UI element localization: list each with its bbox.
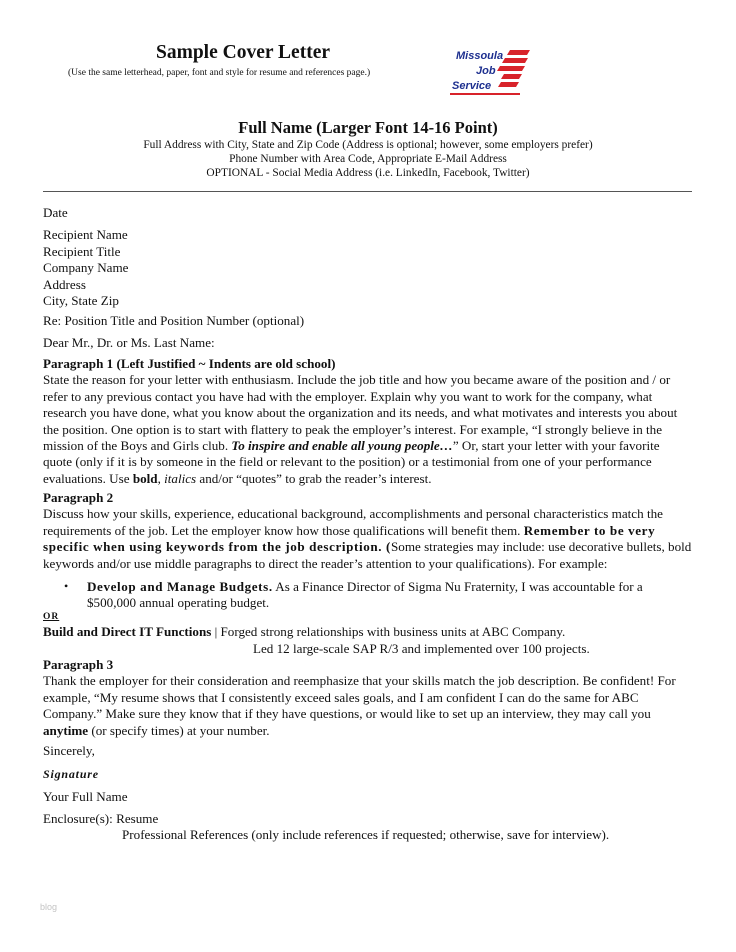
logo-text-line-3: Service (452, 80, 492, 92)
text-run: (or specify times) at your number. (88, 722, 270, 738)
paragraph-1-line: the position. One option is to start with flattery to peak the employer’s interest. For example, “I strongly believe in the (43, 421, 663, 437)
text-run: ” Or, start your letter with your favorite (452, 438, 660, 454)
alt-example-line-1 (43, 624, 565, 641)
paragraph-2-line: Discuss how your skills, experience, educational background, accomplishments and personal characteristics match the (43, 506, 663, 522)
signature: Signature (43, 767, 99, 781)
text-run: mission of the Boys and Girls club. (43, 438, 232, 454)
recipient-city-state-zip: City, State Zip (43, 293, 119, 308)
text-run: and/or “quotes” to grab the reader’s interest. (196, 470, 432, 486)
bullet-item (87, 579, 643, 612)
bullet-line: $500,000 annual operating budget. (87, 595, 270, 611)
full-name-heading: Full Name (Larger Font 14-16 Point) (238, 118, 498, 137)
salutation: Dear Mr., Dr. or Ms. Last Name: (43, 335, 215, 350)
paragraph-2-line (43, 539, 693, 555)
watermark: blog (40, 902, 58, 912)
enclosures: Enclosure(s): Resume (43, 811, 159, 826)
alt-bold-lead: Build and Direct IT Functions (43, 624, 212, 639)
text-run: | Forged strong relationships with business units at ABC Company. (211, 624, 566, 639)
paragraph-1-line: State the reason for your letter with enthusiasm. Include the job title and how you became aware of the position and / or (43, 372, 671, 388)
logo-text-line-1: Missoula (456, 50, 504, 62)
bold-emphasis: Remember to be very (523, 522, 656, 538)
paragraph-3 (43, 657, 693, 739)
contact-social: OPTIONAL - Social Media Address (i.e. LinkedIn, Facebook, Twitter) (206, 167, 530, 179)
text-run: , (157, 470, 165, 486)
page-subtitle: (Use the same letterhead, paper, font and style for resume and references page.) (68, 68, 371, 78)
or-separator: OR (43, 612, 60, 622)
bullet-bold-lead: Develop and Manage Budgets. (87, 579, 273, 594)
page-title: Sample Cover Letter (156, 42, 331, 63)
paragraph-1-line (43, 471, 693, 487)
italic-word: italics (164, 470, 197, 486)
text-run: evaluations. Use (43, 470, 133, 486)
bold-word: anytime (43, 722, 89, 738)
paragraph-1 (43, 356, 693, 487)
contact-address: Full Address with City, State and Zip Code (Address is optional; however, some employers prefer) (143, 139, 593, 151)
re-line: Re: Position Title and Position Number (optional) (43, 313, 305, 328)
company-name: Company Name (43, 260, 129, 275)
missoula-job-service-logo (448, 46, 532, 98)
contact-phone-email: Phone Number with Area Code, Appropriate E-Mail Address (229, 153, 507, 165)
closing: Sincerely, (43, 743, 95, 758)
paragraph-3-line: example, “My resume shows that I consistently exceed sales goals, and I am confident I can do the same for ABC (43, 689, 639, 705)
paragraph-1-heading: Paragraph 1 (Left Justified ~ Indents are old school) (43, 356, 336, 371)
enclosure-references: Professional References (only include references if requested; otherwise, save for interview). (122, 827, 610, 842)
paragraph-3-heading: Paragraph 3 (43, 657, 114, 672)
paragraph-2 (43, 490, 693, 572)
text-run: As a Finance Director of Sigma Nu Fraternity, I was accountable for a (272, 579, 643, 594)
recipient-address: Address (43, 276, 86, 292)
bold-word: bold (132, 470, 158, 486)
paragraph-1-line (43, 438, 693, 454)
text-run: requirements of the job. Let the employer know how those qualifications will benefit them. (43, 522, 524, 538)
recipient-name: Recipient Name (43, 227, 128, 242)
paragraph-2-heading: Paragraph 2 (43, 490, 114, 505)
bold-emphasis: specific when using keywords from the job description. ( (43, 539, 391, 555)
bullet-icon: • (64, 579, 69, 593)
logo-text-line-2: Job (476, 65, 496, 77)
paragraph-3-line (43, 723, 693, 739)
text-run: Some strategies may include: use decorative bullets, bold (390, 539, 692, 555)
paragraph-3-line: Company.” Make sure they know that if they have questions, or would like to set up an interview, they may call you (43, 706, 651, 722)
letter-date: Date (43, 205, 68, 220)
sender-name: Your Full Name (43, 789, 128, 804)
paragraph-1-line: quote (only if it is by someone in the field or relevant to the position) or a testimonial from one of your performance (43, 454, 652, 470)
recipient-title: Recipient Title (43, 243, 121, 259)
header-divider (43, 191, 692, 192)
paragraph-2-line (43, 523, 693, 539)
paragraph-2-line: keywords and/or use middle paragraphs to direct the reader’s attention to your qualifications). For example: (43, 555, 608, 571)
alt-example-line-2: Led 12 large-scale SAP R/3 and implemented over 100 projects. (253, 641, 590, 656)
paragraph-3-line: Thank the employer for their consideration and reemphasize that your skills match the job description. Be confident! For (43, 673, 676, 689)
paragraph-1-line: refer to any previous contact you have had with the employer. Explain why you want to work for the company, what (43, 388, 653, 404)
emphasis-quote: To inspire and enable all young people… (231, 438, 453, 454)
recipient-block (43, 227, 128, 310)
paragraph-1-line: research you have done, what you know about the organization and its needs, and what motivates and interests you about (43, 405, 678, 421)
